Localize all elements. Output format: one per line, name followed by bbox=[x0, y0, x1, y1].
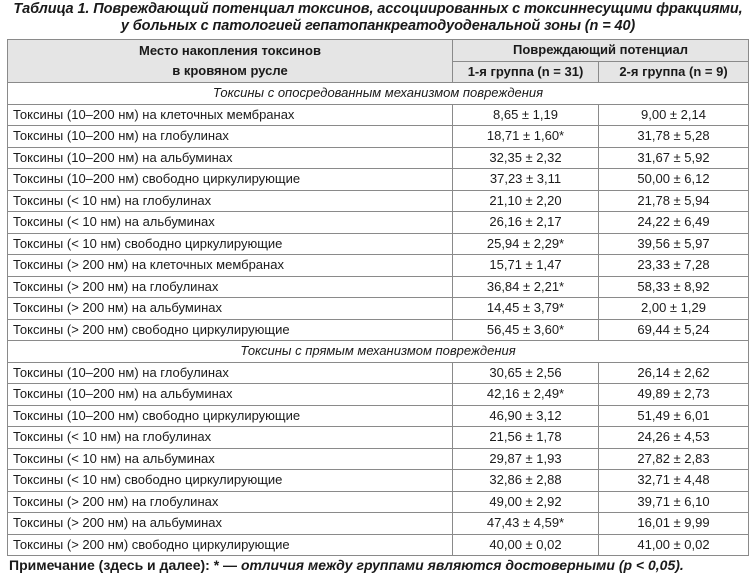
row-group-2-cell: 21,78 ± 5,94 bbox=[599, 190, 749, 212]
header-place bbox=[8, 40, 453, 83]
row-group-2-cell: 16,01 ± 9,99 bbox=[599, 513, 749, 535]
row-name-cell: Токсины (< 10 нм) на глобулинах bbox=[8, 427, 453, 449]
toxins-table bbox=[7, 39, 749, 556]
row-group-1-cell: 40,00 ± 0,02 bbox=[453, 534, 599, 556]
row-name-cell: Токсины (< 10 нм) на альбуминах bbox=[8, 448, 453, 470]
row-group-2-cell: 2,00 ± 1,29 bbox=[599, 298, 749, 320]
table-row bbox=[8, 534, 749, 556]
table-row bbox=[8, 491, 749, 513]
row-group-2-cell: 50,00 ± 6,12 bbox=[599, 169, 749, 191]
row-name-cell: Токсины (> 200 нм) свободно циркулирующие bbox=[8, 534, 453, 556]
row-group-1-cell: 36,84 ± 2,21* bbox=[453, 276, 599, 298]
row-name-cell: Токсины (< 10 нм) на глобулинах bbox=[8, 190, 453, 212]
table-row bbox=[8, 276, 749, 298]
table-row bbox=[8, 126, 749, 148]
table-row bbox=[8, 212, 749, 234]
row-name-cell: Токсины (> 200 нм) на глобулинах bbox=[8, 276, 453, 298]
table-row bbox=[8, 147, 749, 169]
table-row bbox=[8, 104, 749, 126]
table-note bbox=[9, 556, 684, 574]
row-group-1-cell: 14,45 ± 3,79* bbox=[453, 298, 599, 320]
row-group-1-cell: 29,87 ± 1,93 bbox=[453, 448, 599, 470]
row-group-2-cell: 41,00 ± 0,02 bbox=[599, 534, 749, 556]
row-group-2-cell: 39,56 ± 5,97 bbox=[599, 233, 749, 255]
row-group-1-cell: 21,56 ± 1,78 bbox=[453, 427, 599, 449]
note-text: отличия между группами являются достоверными (р < 0,05). bbox=[240, 557, 684, 573]
table-row bbox=[8, 233, 749, 255]
row-group-1-cell: 32,35 ± 2,32 bbox=[453, 147, 599, 169]
section-row bbox=[8, 83, 749, 105]
section-title: Токсины с опосредованным механизмом повреждения bbox=[8, 83, 749, 105]
row-group-2-cell: 24,26 ± 4,53 bbox=[599, 427, 749, 449]
table-row bbox=[8, 190, 749, 212]
row-group-2-cell: 31,67 ± 5,92 bbox=[599, 147, 749, 169]
row-group-2-cell: 26,14 ± 2,62 bbox=[599, 362, 749, 384]
table-row bbox=[8, 384, 749, 406]
row-group-1-cell: 26,16 ± 2,17 bbox=[453, 212, 599, 234]
row-name-cell: Токсины (> 200 нм) на глобулинах bbox=[8, 491, 453, 513]
row-name-cell: Токсины (< 10 нм) свободно циркулирующие bbox=[8, 233, 453, 255]
row-name-cell: Токсины (> 200 нм) на альбуминах bbox=[8, 298, 453, 320]
row-group-2-cell: 9,00 ± 2,14 bbox=[599, 104, 749, 126]
row-group-2-cell: 49,89 ± 2,73 bbox=[599, 384, 749, 406]
section-title: Токсины с прямым механизмом повреждения bbox=[8, 341, 749, 363]
row-group-2-cell: 31,78 ± 5,28 bbox=[599, 126, 749, 148]
row-name-cell: Токсины (10–200 нм) на глобулинах bbox=[8, 362, 453, 384]
table-row bbox=[8, 405, 749, 427]
row-name-cell: Токсины (10–200 нм) на клеточных мембранах bbox=[8, 104, 453, 126]
table-body bbox=[8, 83, 749, 556]
row-group-2-cell: 24,22 ± 6,49 bbox=[599, 212, 749, 234]
table-row bbox=[8, 362, 749, 384]
row-group-1-cell: 30,65 ± 2,56 bbox=[453, 362, 599, 384]
row-group-2-cell: 69,44 ± 5,24 bbox=[599, 319, 749, 341]
caption-line-2: у больных с патологией гепатопанкреатодуоденальной зоны (n = 40) bbox=[120, 18, 636, 34]
header-potential: Повреждающий потенциал bbox=[453, 40, 749, 62]
row-name-cell: Токсины (> 200 нм) свободно циркулирующие bbox=[8, 319, 453, 341]
section-row bbox=[8, 341, 749, 363]
row-name-cell: Токсины (10–200 нм) на глобулинах bbox=[8, 126, 453, 148]
header-place-line-1: Место накопления токсинов bbox=[139, 43, 321, 58]
row-name-cell: Токсины (< 10 нм) свободно циркулирующие bbox=[8, 470, 453, 492]
table-row bbox=[8, 319, 749, 341]
row-name-cell: Токсины (10–200 нм) свободно циркулирующие bbox=[8, 169, 453, 191]
row-group-2-cell: 32,71 ± 4,48 bbox=[599, 470, 749, 492]
row-group-2-cell: 58,33 ± 8,92 bbox=[599, 276, 749, 298]
row-group-1-cell: 25,94 ± 2,29* bbox=[453, 233, 599, 255]
row-group-2-cell: 23,33 ± 7,28 bbox=[599, 255, 749, 277]
row-group-1-cell: 8,65 ± 1,19 bbox=[453, 104, 599, 126]
row-name-cell: Токсины (10–200 нм) на альбуминах bbox=[8, 384, 453, 406]
row-group-1-cell: 37,23 ± 3,11 bbox=[453, 169, 599, 191]
table-row bbox=[8, 255, 749, 277]
row-group-1-cell: 56,45 ± 3,60* bbox=[453, 319, 599, 341]
table-row bbox=[8, 427, 749, 449]
row-name-cell: Токсины (> 200 нм) на клеточных мембранах bbox=[8, 255, 453, 277]
row-name-cell: Токсины (10–200 нм) на альбуминах bbox=[8, 147, 453, 169]
table-row bbox=[8, 513, 749, 535]
caption-line-1: Таблица 1. Повреждающий потенциал токсинов, ассоциированных с токсиннесущими фракциями, bbox=[13, 1, 743, 17]
header-place-line-2: в кровяном русле bbox=[172, 63, 288, 78]
row-group-1-cell: 18,71 ± 1,60* bbox=[453, 126, 599, 148]
row-name-cell: Токсины (> 200 нм) на альбуминах bbox=[8, 513, 453, 535]
row-name-cell: Токсины (< 10 нм) на альбуминах bbox=[8, 212, 453, 234]
row-group-1-cell: 46,90 ± 3,12 bbox=[453, 405, 599, 427]
row-group-2-cell: 51,49 ± 6,01 bbox=[599, 405, 749, 427]
header-group-1: 1-я группа (n = 31) bbox=[453, 61, 599, 83]
row-group-1-cell: 21,10 ± 2,20 bbox=[453, 190, 599, 212]
row-group-1-cell: 32,86 ± 2,88 bbox=[453, 470, 599, 492]
table-caption bbox=[0, 1, 756, 35]
row-name-cell: Токсины (10–200 нм) свободно циркулирующие bbox=[8, 405, 453, 427]
table-row bbox=[8, 298, 749, 320]
row-group-2-cell: 39,71 ± 6,10 bbox=[599, 491, 749, 513]
row-group-1-cell: 42,16 ± 2,49* bbox=[453, 384, 599, 406]
header-group-2: 2-я группа (n = 9) bbox=[599, 61, 749, 83]
note-label: Примечание (здесь и далее): * — bbox=[9, 557, 241, 573]
table-row bbox=[8, 169, 749, 191]
table-row bbox=[8, 448, 749, 470]
row-group-2-cell: 27,82 ± 2,83 bbox=[599, 448, 749, 470]
table-row bbox=[8, 470, 749, 492]
row-group-1-cell: 47,43 ± 4,59* bbox=[453, 513, 599, 535]
row-group-1-cell: 15,71 ± 1,47 bbox=[453, 255, 599, 277]
row-group-1-cell: 49,00 ± 2,92 bbox=[453, 491, 599, 513]
